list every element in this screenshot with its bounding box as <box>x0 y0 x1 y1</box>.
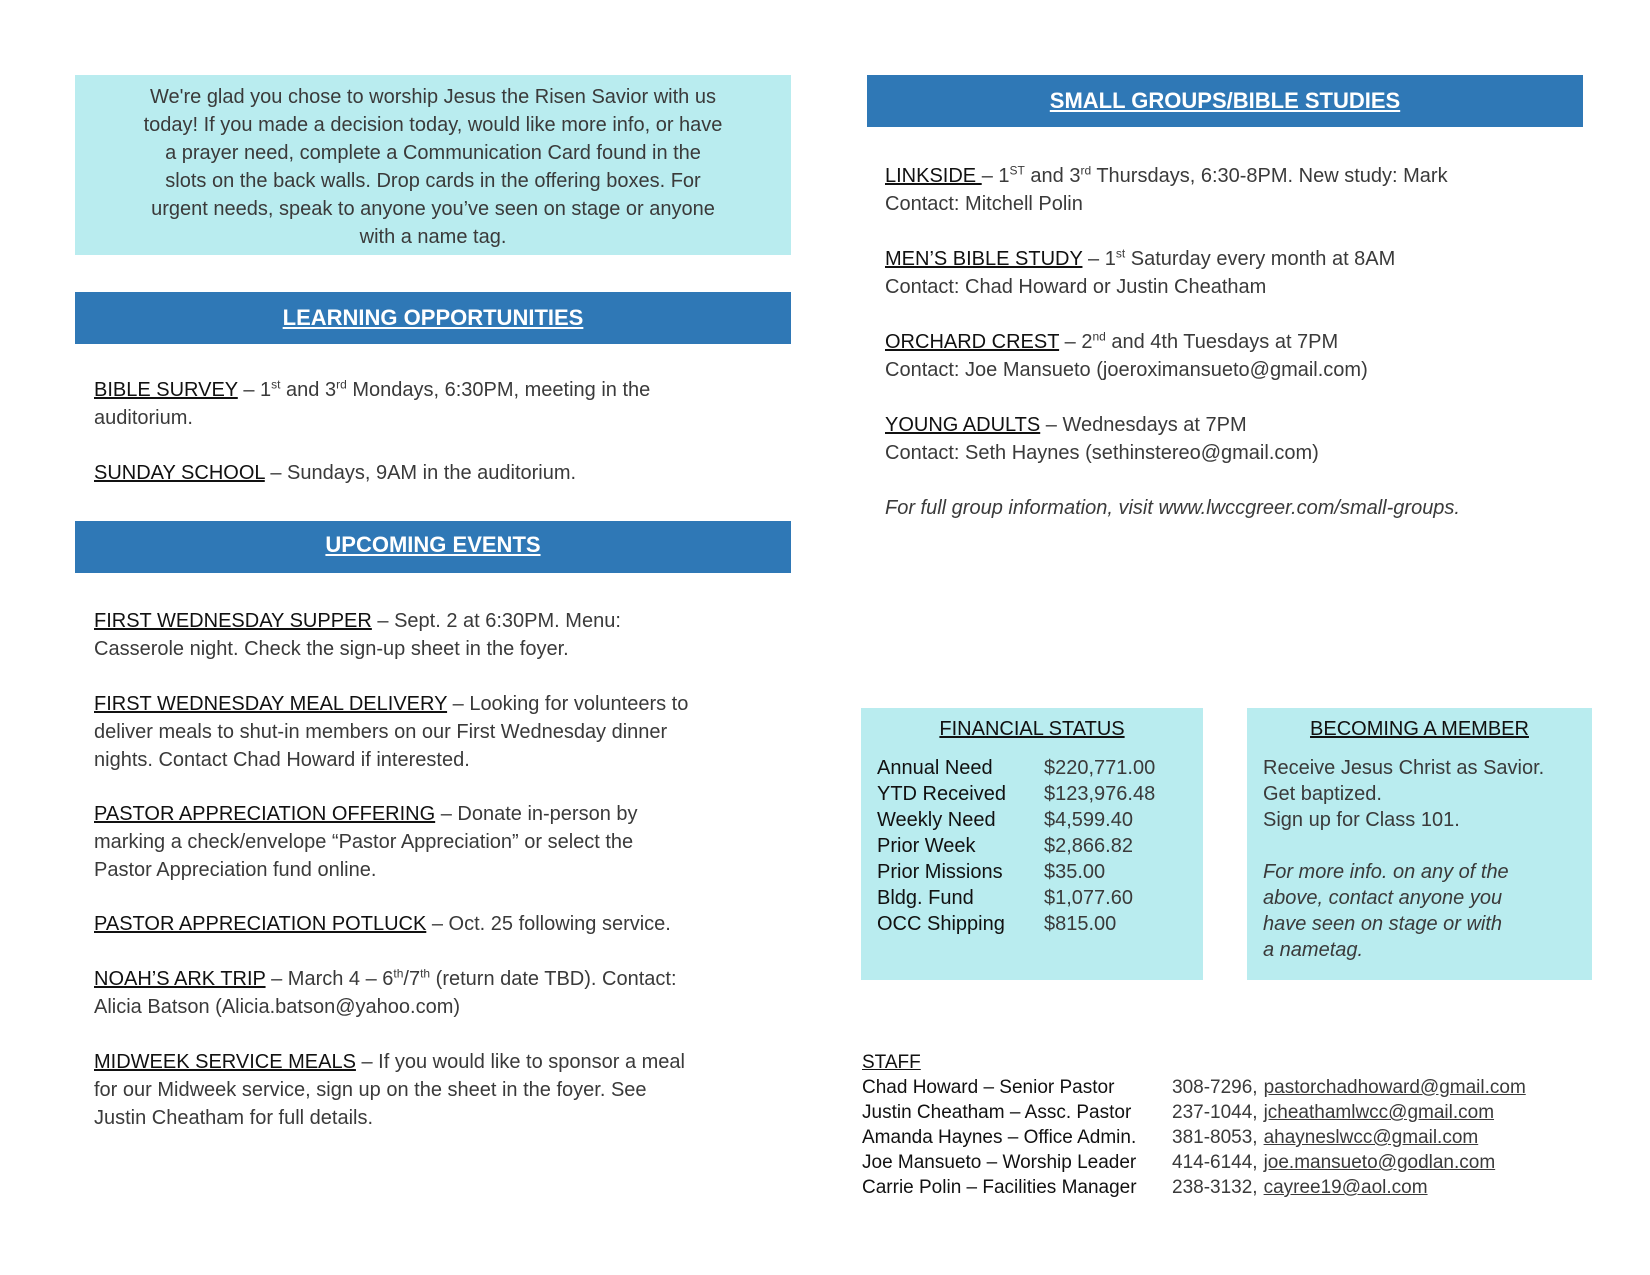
event-title: PASTOR APPRECIATION POTLUCK <box>94 913 427 935</box>
small-group-item: LINKSIDE – 1ST and 3rd Thursdays, 6:30-8PM. New study: Mark Contact: Mitchell Polin <box>885 163 1448 215</box>
staff-row: Amanda Haynes – Office Admin. 381-8053, ahayneslwcc@gmail.com <box>862 1127 1479 1148</box>
financial-row: Prior Missions $35.00 <box>877 861 1106 883</box>
financial-row: Prior Week $2,866.82 <box>877 835 1133 857</box>
event-title: PASTOR APPRECIATION OFFERING <box>94 803 436 825</box>
event-title: FIRST WEDNESDAY MEAL DELIVERY <box>94 693 448 715</box>
becoming-a-member-box <box>1247 708 1592 980</box>
event-item: MIDWEEK SERVICE MEALS – If you would like to sponsor a meal for our Midweek service, sign up on the sheet in the foyer. See Justin Cheatham for full details. <box>94 1051 685 1129</box>
event-item: FIRST WEDNESDAY MEAL DELIVERY – Looking for volunteers to deliver meals to shut-in members on our First Wednesday dinner nights. Contact Chad Howard if interested. <box>94 693 689 771</box>
staff-row: Carrie Polin – Facilities Manager 238-3132, cayree19@aol.com <box>862 1177 1428 1198</box>
upcoming-events-heading: UPCOMING EVENTS <box>75 521 791 573</box>
event-title: MIDWEEK SERVICE MEALS <box>94 1051 356 1073</box>
event-item: FIRST WEDNESDAY SUPPER – Sept. 2 at 6:30PM. Menu: Casserole night. Check the sign-up sheet in the foyer. <box>94 610 621 660</box>
email-link[interactable]: ahayneslwcc@gmail.com <box>1263 1127 1479 1148</box>
member-step: Receive Jesus Christ as Savior. <box>1263 757 1545 779</box>
group-title: ORCHARD CREST <box>885 331 1060 353</box>
welcome-line: slots on the back walls. Drop cards in the offering boxes. For <box>165 170 701 192</box>
member-note: For more info. on any of the above, contact anyone you have seen on stage or with a nametag. <box>1263 861 1509 961</box>
email-link[interactable]: joe.mansueto@godlan.com <box>1263 1152 1496 1173</box>
financial-status-heading: FINANCIAL STATUS <box>939 718 1125 740</box>
staff-row: Joe Mansueto – Worship Leader 414-6144, joe.mansueto@godlan.com <box>862 1152 1496 1173</box>
email-link[interactable]: pastorchadhoward@gmail.com <box>1263 1077 1526 1098</box>
welcome-line: a prayer need, complete a Communication Card found in the <box>165 142 701 164</box>
group-title: YOUNG ADULTS <box>885 414 1041 436</box>
event-item: NOAH’S ARK TRIP – March 4 – 6th/7th (return date TBD). Contact: Alicia Batson (Alicia.batson@yahoo.com) <box>94 966 677 1018</box>
learning-opportunities-heading: LEARNING OPPORTUNITIES <box>75 292 791 344</box>
staff-section <box>862 1050 1526 1200</box>
small-group-item: YOUNG ADULTS – Wednesdays at 7PM Contact: Seth Haynes (sethinstereo@gmail.com) <box>885 414 1319 464</box>
financial-row: YTD Received $123,976.48 <box>877 783 1156 805</box>
group-title: LINKSIDE <box>885 165 982 187</box>
event-item: PASTOR APPRECIATION POTLUCK – Oct. 25 following service. <box>94 913 671 935</box>
financial-row: OCC Shipping $815.00 <box>877 913 1117 935</box>
event-item: PASTOR APPRECIATION OFFERING – Donate in-person by marking a check/envelope “Pastor Appreciation” or select the Pastor Appreciation fund online. <box>94 803 638 881</box>
staff-row: Chad Howard – Senior Pastor 308-7296, pastorchadhoward@gmail.com <box>862 1077 1526 1098</box>
event-title: FIRST WEDNESDAY SUPPER <box>94 610 372 632</box>
small-groups-footer: For full group information, visit www.lwccgreer.com/small-groups. <box>885 497 1460 519</box>
welcome-line: today! If you made a decision today, would like more info, or have <box>143 114 723 136</box>
member-step: Sign up for Class 101. <box>1263 809 1460 831</box>
welcome-box <box>75 75 791 255</box>
small-group-item: MEN’S BIBLE STUDY – 1st Saturday every month at 8AM Contact: Chad Howard or Justin Cheatham <box>885 246 1396 298</box>
welcome-line: urgent needs, speak to anyone you’ve seen on stage or anyone <box>151 198 715 220</box>
item-title: BIBLE SURVEY <box>94 379 238 401</box>
member-step: Get baptized. <box>1263 783 1382 805</box>
financial-row: Weekly Need $4,599.40 <box>877 809 1133 831</box>
staff-heading: STAFF <box>862 1052 921 1073</box>
sunday-school-item: SUNDAY SCHOOL – Sundays, 9AM in the auditorium. <box>94 462 577 484</box>
financial-status-box <box>861 708 1203 980</box>
email-link[interactable]: cayree19@aol.com <box>1263 1177 1428 1198</box>
item-title: SUNDAY SCHOOL <box>94 462 265 484</box>
staff-row: Justin Cheatham – Assc. Pastor 237-1044, jcheathamlwcc@gmail.com <box>862 1102 1495 1123</box>
becoming-a-member-heading: BECOMING A MEMBER <box>1310 718 1529 740</box>
email-link[interactable]: jcheathamlwcc@gmail.com <box>1263 1102 1495 1123</box>
financial-row: Annual Need $220,771.00 <box>877 757 1156 779</box>
small-group-item: ORCHARD CREST – 2nd and 4th Tuesdays at 7PM Contact: Joe Mansueto (joeroximansueto@gmail.com) <box>885 329 1368 381</box>
group-title: MEN’S BIBLE STUDY <box>885 248 1083 270</box>
event-title: NOAH’S ARK TRIP <box>94 968 266 990</box>
bible-survey-item: BIBLE SURVEY – 1st and 3rd Mondays, 6:30PM, meeting in the auditorium. <box>94 377 651 429</box>
welcome-line: We're glad you chose to worship Jesus the Risen Savior with us <box>150 86 716 108</box>
welcome-line: with a name tag. <box>359 226 507 248</box>
financial-row: Bldg. Fund $1,077.60 <box>877 887 1133 909</box>
small-groups-heading: SMALL GROUPS/BIBLE STUDIES <box>867 75 1583 127</box>
